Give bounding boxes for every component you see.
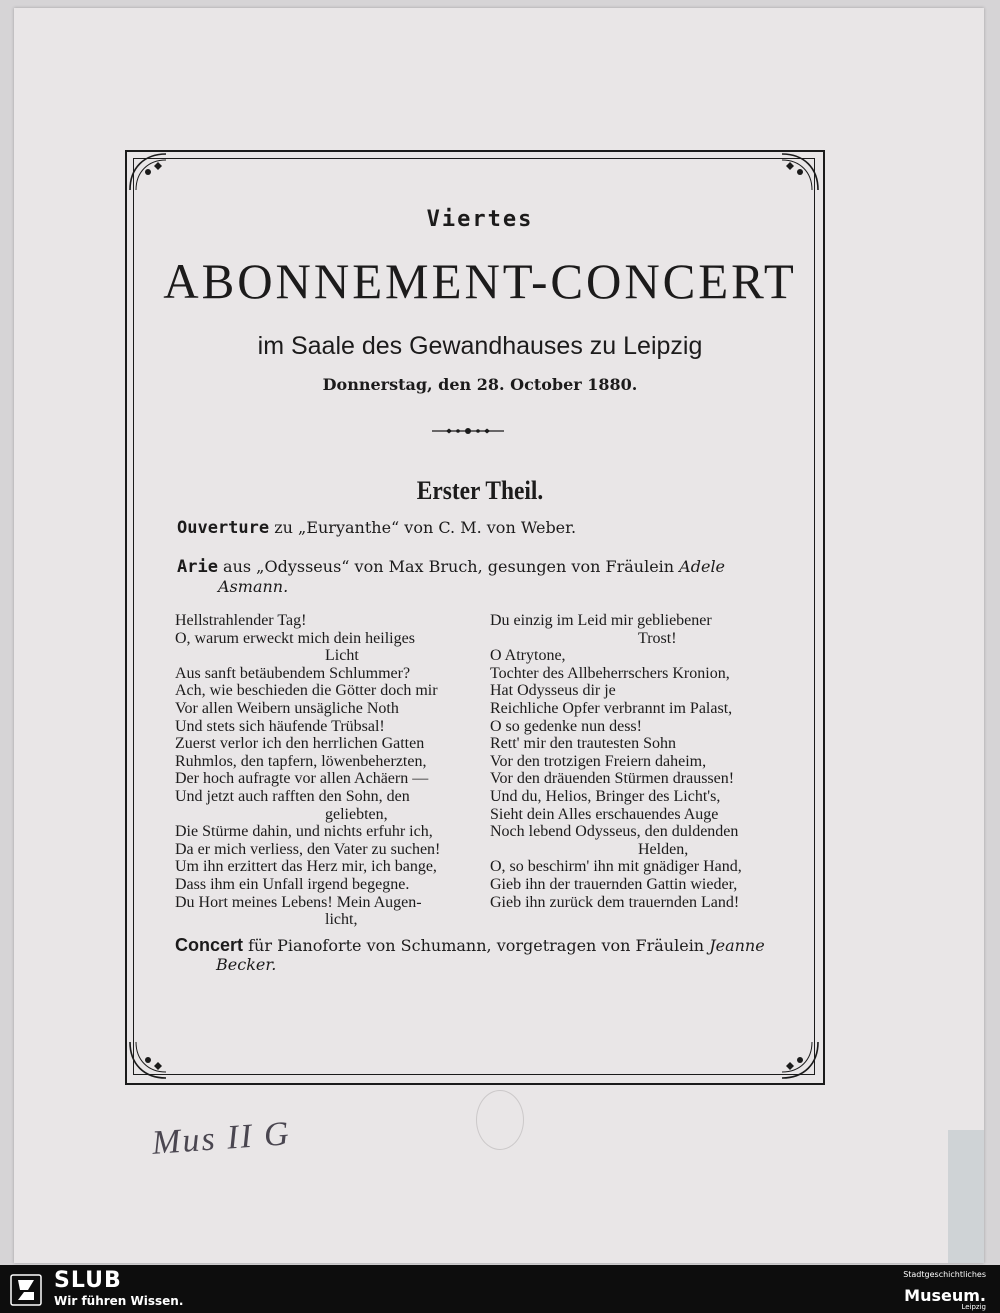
- ornamental-divider-icon: [430, 424, 506, 438]
- aria-text-line: Tochter des Allbeherrschers Kronion,: [490, 664, 730, 682]
- concert-number: Viertes: [426, 207, 534, 232]
- part-heading: Erster Theil.: [416, 476, 544, 505]
- corner-ornament-icon: [776, 1036, 822, 1082]
- aria-text-line: Ach, wie beschieden die Götter doch mir: [175, 682, 438, 700]
- piece-type: Arie: [177, 557, 218, 577]
- aria-text-line: Und jetzt auch rafften den Sohn, den: [175, 787, 410, 805]
- paper-fold-corner: [948, 1130, 984, 1263]
- aria-text-line: Reichliche Opfer verbrannt im Palast,: [490, 699, 733, 717]
- aria-text-right-column: [490, 612, 788, 911]
- performer-name-continued: Becker.: [216, 955, 277, 974]
- piece-description: aus „Odysseus“ von Max Bruch, gesungen von Fräulein: [217, 557, 680, 576]
- aria-text-line: Ruhmlos, den tapfern, löwenbeherzten,: [175, 752, 427, 770]
- concert-title: ABONNEMENT-CONCERT: [163, 253, 797, 309]
- aria-text-line: Um ihn erzittert das Herz mir, ich bange,: [175, 858, 437, 876]
- piece-type: Concert: [175, 935, 244, 955]
- aria-text-line: O, warum erweckt mich dein heiliges: [175, 629, 415, 647]
- blind-stamp: [476, 1090, 524, 1150]
- aria-text-left-column: [175, 612, 473, 929]
- aria-text-line: Du einzig im Leid mir gebliebener: [490, 612, 712, 629]
- aria-text-line: Vor allen Weibern unsägliche Noth: [175, 699, 399, 717]
- footer-bar: [0, 1265, 1000, 1313]
- aria-text-line: Licht: [325, 647, 359, 665]
- aria-text-line: O so gedenke nun dess!: [490, 717, 642, 735]
- aria-text-line: Vor den dräuenden Stürmen draussen!: [490, 770, 735, 788]
- aria-text-line: Rett' mir den trautesten Sohn: [490, 735, 676, 753]
- aria-text-line: Vor den trotzigen Freiern daheim,: [490, 752, 707, 770]
- aria-text-line: Dass ihm ein Unfall irgend begegne.: [175, 875, 410, 893]
- concert-date: Donnerstag, den 28. October 1880.: [322, 375, 638, 394]
- concert-venue: im Saale des Gewandhauses zu Leipzig: [257, 332, 703, 360]
- library-tagline: Wir führen Wissen.: [54, 1294, 184, 1308]
- piece-description: zu „Euryanthe“ von C. M. von Weber.: [269, 518, 577, 537]
- aria-text-line: Hat Odysseus dir je: [490, 682, 616, 700]
- corner-ornament-icon: [776, 150, 822, 196]
- aria-text-line: Trost!: [638, 629, 677, 647]
- piece-type: Ouverture: [177, 518, 270, 538]
- program-item-aria: [177, 557, 725, 577]
- library-name[interactable]: SLUB: [54, 1268, 122, 1293]
- aria-text-line: Hellstrahlender Tag!: [175, 612, 307, 629]
- corner-ornament-icon: [126, 150, 172, 196]
- slub-logo-icon: [10, 1274, 42, 1306]
- aria-text-line: O Atrytone,: [490, 647, 566, 665]
- museum-subtitle: Stadtgeschichtliches: [903, 1270, 986, 1279]
- piece-description: für Pianoforte von Schumann, vorgetragen von Fräulein: [243, 936, 710, 955]
- program-item-concerto: [175, 935, 765, 956]
- program-item-overture: [177, 518, 576, 538]
- aria-text-line: Noch lebend Odysseus, den duldenden: [490, 823, 739, 841]
- corner-ornament-icon: [126, 1036, 172, 1082]
- aria-text-line: Sieht dein Alles erschauendes Auge: [490, 805, 719, 823]
- aria-text-line: Und du, Helios, Bringer des Licht's,: [490, 787, 721, 805]
- aria-text-line: geliebten,: [325, 805, 388, 823]
- handwritten-shelfmark: Mus II G: [150, 1115, 292, 1162]
- aria-text-line: Da er mich verliess, den Vater zu suchen!: [175, 840, 441, 858]
- museum-name[interactable]: Museum.: [904, 1286, 986, 1305]
- aria-text-line: Aus sanft betäubendem Schlummer?: [175, 664, 411, 682]
- aria-text-line: licht,: [325, 911, 358, 929]
- aria-text-line: Gieb ihn der trauernden Gattin wieder,: [490, 875, 738, 893]
- aria-text-line: Der hoch aufragte vor allen Achäern —: [175, 770, 429, 788]
- performer-name-continued: Asmann.: [218, 577, 289, 596]
- aria-text-line: O, so beschirm' ihn mit gnädiger Hand,: [490, 858, 742, 876]
- performer-name: Jeanne: [709, 936, 765, 955]
- aria-text-line: Zuerst verlor ich den herrlichen Gatten: [175, 735, 425, 753]
- aria-text-line: Helden,: [638, 840, 689, 858]
- aria-text-line: Und stets sich häufende Trübsal!: [175, 717, 385, 735]
- aria-text-line: Die Stürme dahin, und nichts erfuhr ich,: [175, 823, 433, 841]
- aria-text-line: Gieb ihn zurück dem trauernden Land!: [490, 893, 740, 911]
- museum-city: Leipzig: [961, 1303, 986, 1311]
- aria-text-line: Du Hort meines Lebens! Mein Augen-: [175, 893, 422, 911]
- performer-name: Adele: [679, 557, 726, 576]
